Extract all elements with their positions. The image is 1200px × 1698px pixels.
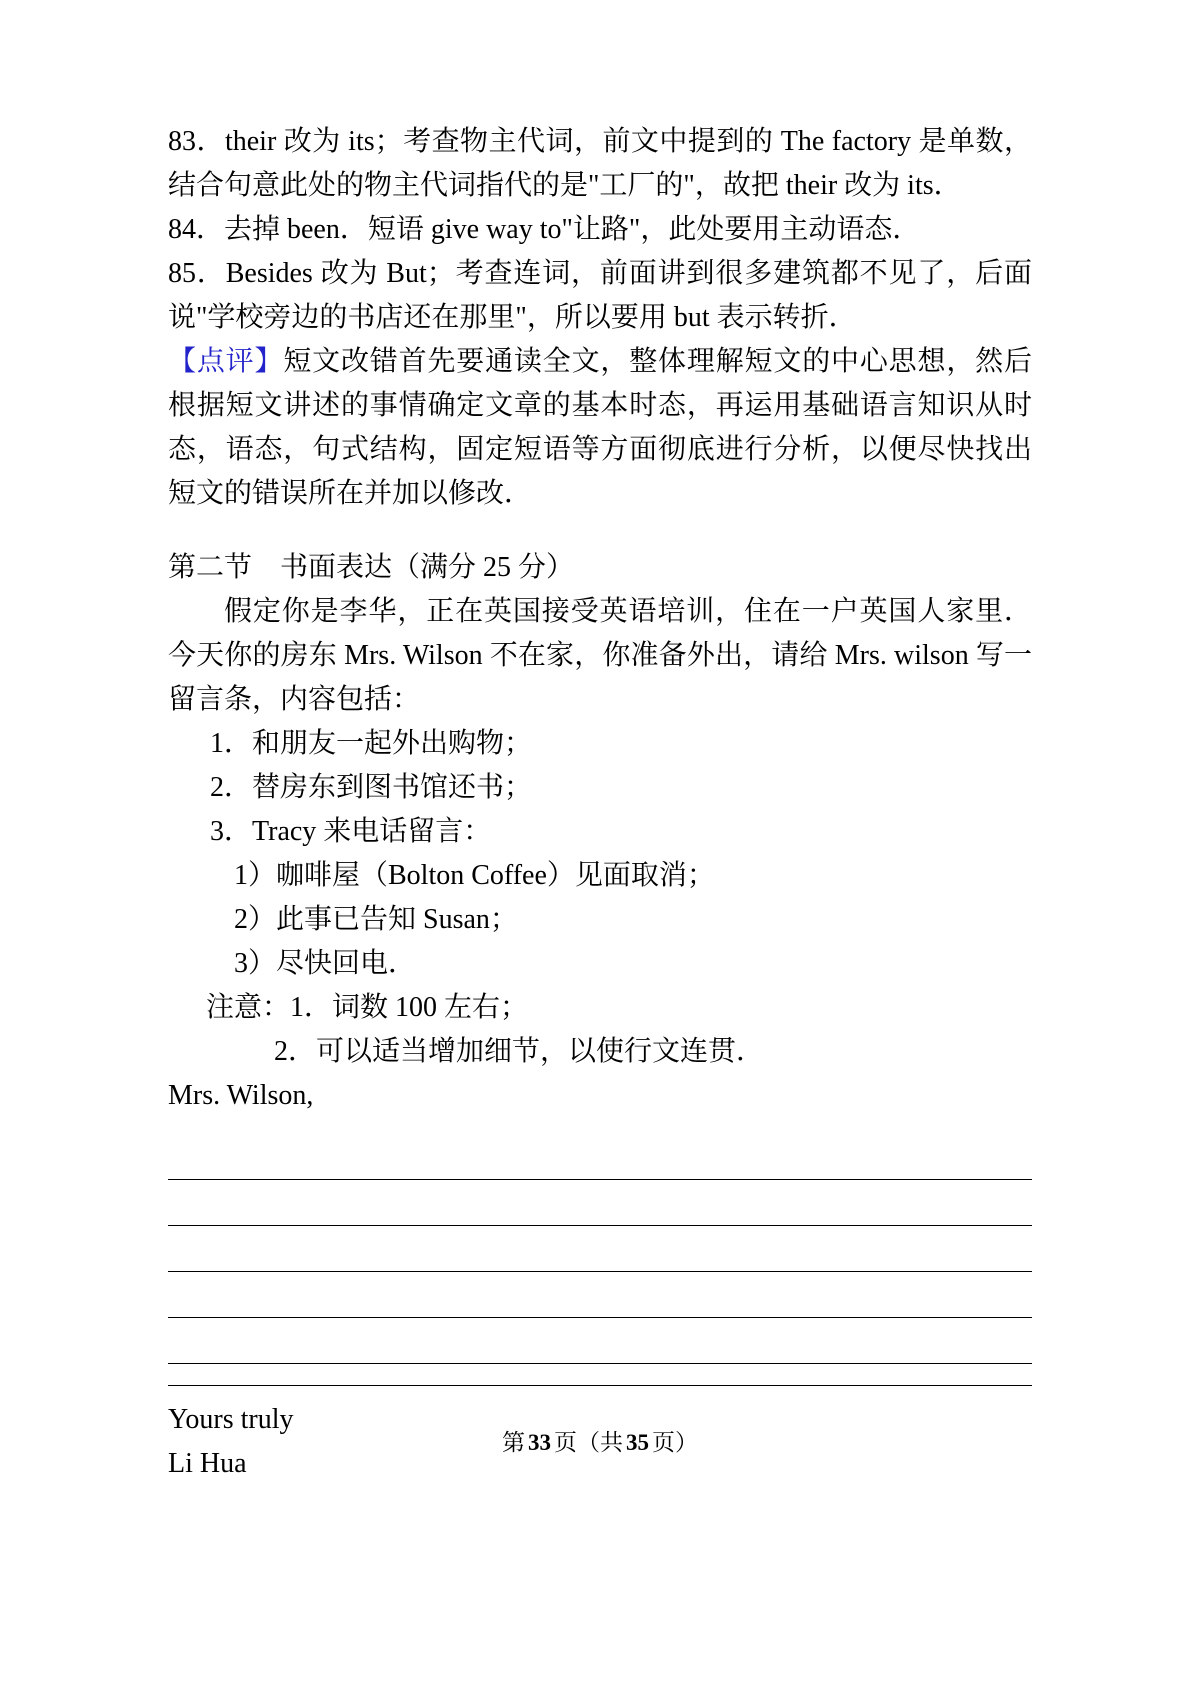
writing-line-1 <box>168 1134 1032 1180</box>
task-intro: 假定你是李华，正在英国接受英语培训，住在一户英国人家里．今天你的房东 Mrs. Wilson 不在家，你准备外出，请给 Mrs. wilson 写一留言条，内容包括： <box>168 596 1032 715</box>
letter-salutation: Mrs. Wilson, <box>168 1080 314 1111</box>
answer-85: 85．Besides 改为 But；考查连词，前面讲到很多建筑都不见了，后面说"学校旁边的书店还在那里"，所以要用 but 表示转折． <box>168 258 1032 333</box>
task-subpoint-2: 2）此事已告知 Susan； <box>234 904 518 935</box>
writing-area <box>168 1134 1032 1386</box>
comment-text: 短文改错首先要通读全文，整体理解短文的中心思想，然后根据短文讲述的事情确定文章的基本时态，再运用基础语言知识从时态，语态，句式结构，固定短语等方面彻底进行分析，以便尽快找出短文的错误所在并加以修改． <box>168 346 1032 509</box>
comment-paragraph <box>168 340 1032 516</box>
footer-middle: 页（共 <box>554 1430 623 1455</box>
task-point-2: 2．替房东到图书馆还书； <box>210 772 533 803</box>
task-point-1: 1．和朋友一起外出购物； <box>210 728 533 759</box>
writing-line-4 <box>168 1272 1032 1318</box>
page-footer <box>0 1428 1200 1458</box>
footer-page-number: 33 <box>528 1430 551 1455</box>
footer-total-pages: 35 <box>626 1430 649 1455</box>
writing-line-5 <box>168 1318 1032 1364</box>
letter-signature: Li Hua <box>168 1448 247 1479</box>
writing-line-3 <box>168 1226 1032 1272</box>
comment-label: 【点评】 <box>168 346 284 377</box>
task-note-1: 注意：1．词数 100 左右； <box>206 992 529 1023</box>
task-subpoint-1: 1）咖啡屋（Bolton Coffee）见面取消； <box>234 860 715 891</box>
footer-suffix: 页） <box>652 1430 698 1455</box>
task-note-2: 2．可以适当增加细节，以使行文连贯． <box>274 1036 765 1067</box>
footer-prefix: 第 <box>502 1430 525 1455</box>
section-heading: 第二节 书面表达（满分 25 分） <box>168 552 575 583</box>
answer-84: 84．去掉 been．短语 give way to"让路"，此处要用主动语态． <box>168 214 921 245</box>
writing-line-6 <box>168 1364 1032 1386</box>
writing-line-2 <box>168 1180 1032 1226</box>
letter-closing: Yours truly <box>168 1404 294 1435</box>
task-subpoint-3: 3）尽快回电． <box>234 948 417 979</box>
task-point-3: 3．Tracy 来电话留言： <box>210 816 492 847</box>
page-content <box>168 120 1032 1486</box>
answer-83: 83．their 改为 its；考查物主代词，前文中提到的 The factory 是单数，结合句意此处的物主代词指代的是"工厂的"，故把 their 改为 its． <box>168 126 1032 201</box>
